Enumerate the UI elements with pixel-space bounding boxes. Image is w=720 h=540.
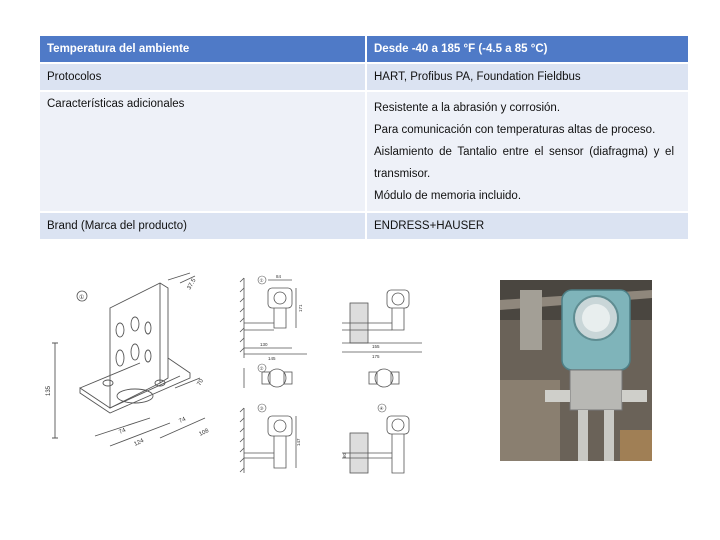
bracket-drawing [40,268,220,468]
mount-dim: 147 [296,438,301,446]
bracket-dim: 108 [198,428,210,438]
bracket-dim: 37.5 [186,277,198,291]
mount-callout: ③ [259,406,264,411]
table-header-row [40,36,688,63]
bracket-dim: 74 [178,416,187,425]
mount-dim: 60 [342,452,347,458]
ambient-temp-label: Temperatura del ambiente [40,36,366,63]
bracket-dim: 135 [46,385,52,396]
brand-value: ENDRESS+HAUSER [366,212,688,240]
brand-label: Brand (Marca del producto) [40,212,366,240]
transmitter-photo [500,280,652,461]
feature-item: transmisor. [374,168,431,180]
brand-row [40,212,688,240]
bracket-callout: ① [79,295,85,301]
mounting-drawings [232,268,422,478]
bracket-dim: 124 [133,438,145,448]
mount-dim: 84 [276,274,282,279]
protocols-label: Protocolos [40,63,366,91]
feature-item: Módulo de memoria incluido. [374,190,522,202]
features-cell [366,91,688,212]
protocols-row [40,63,688,91]
feature-item: Resistente a la abrasión y corrosión. [374,102,561,114]
mount-callout: ② [259,366,264,371]
feature-item: Aislamiento de Tantalio entre el sensor (diafragma) y el [374,146,674,158]
mount-callout: ① [259,278,264,283]
ambient-temp-value: Desde -40 a 185 °F (-4.5 a 85 °C) [366,36,688,63]
mount-dim: 171 [298,304,303,312]
spec-table [40,36,688,241]
features-row [40,91,688,212]
bracket-dim: 74 [118,427,127,436]
mount-dim: 175 [372,354,380,359]
mount-dim: 130 [260,342,268,347]
mount-dim: 145 [268,356,276,361]
feature-item: Para comunicación con temperaturas altas de proceso. [374,124,656,136]
protocols-value: HART, Profibus PA, Foundation Fieldbus [366,63,688,91]
mount-dim: 155 [372,344,380,349]
features-label: Características adicionales [40,91,366,212]
bracket-dim: 70 [196,378,206,387]
mount-callout: ④ [379,406,384,411]
